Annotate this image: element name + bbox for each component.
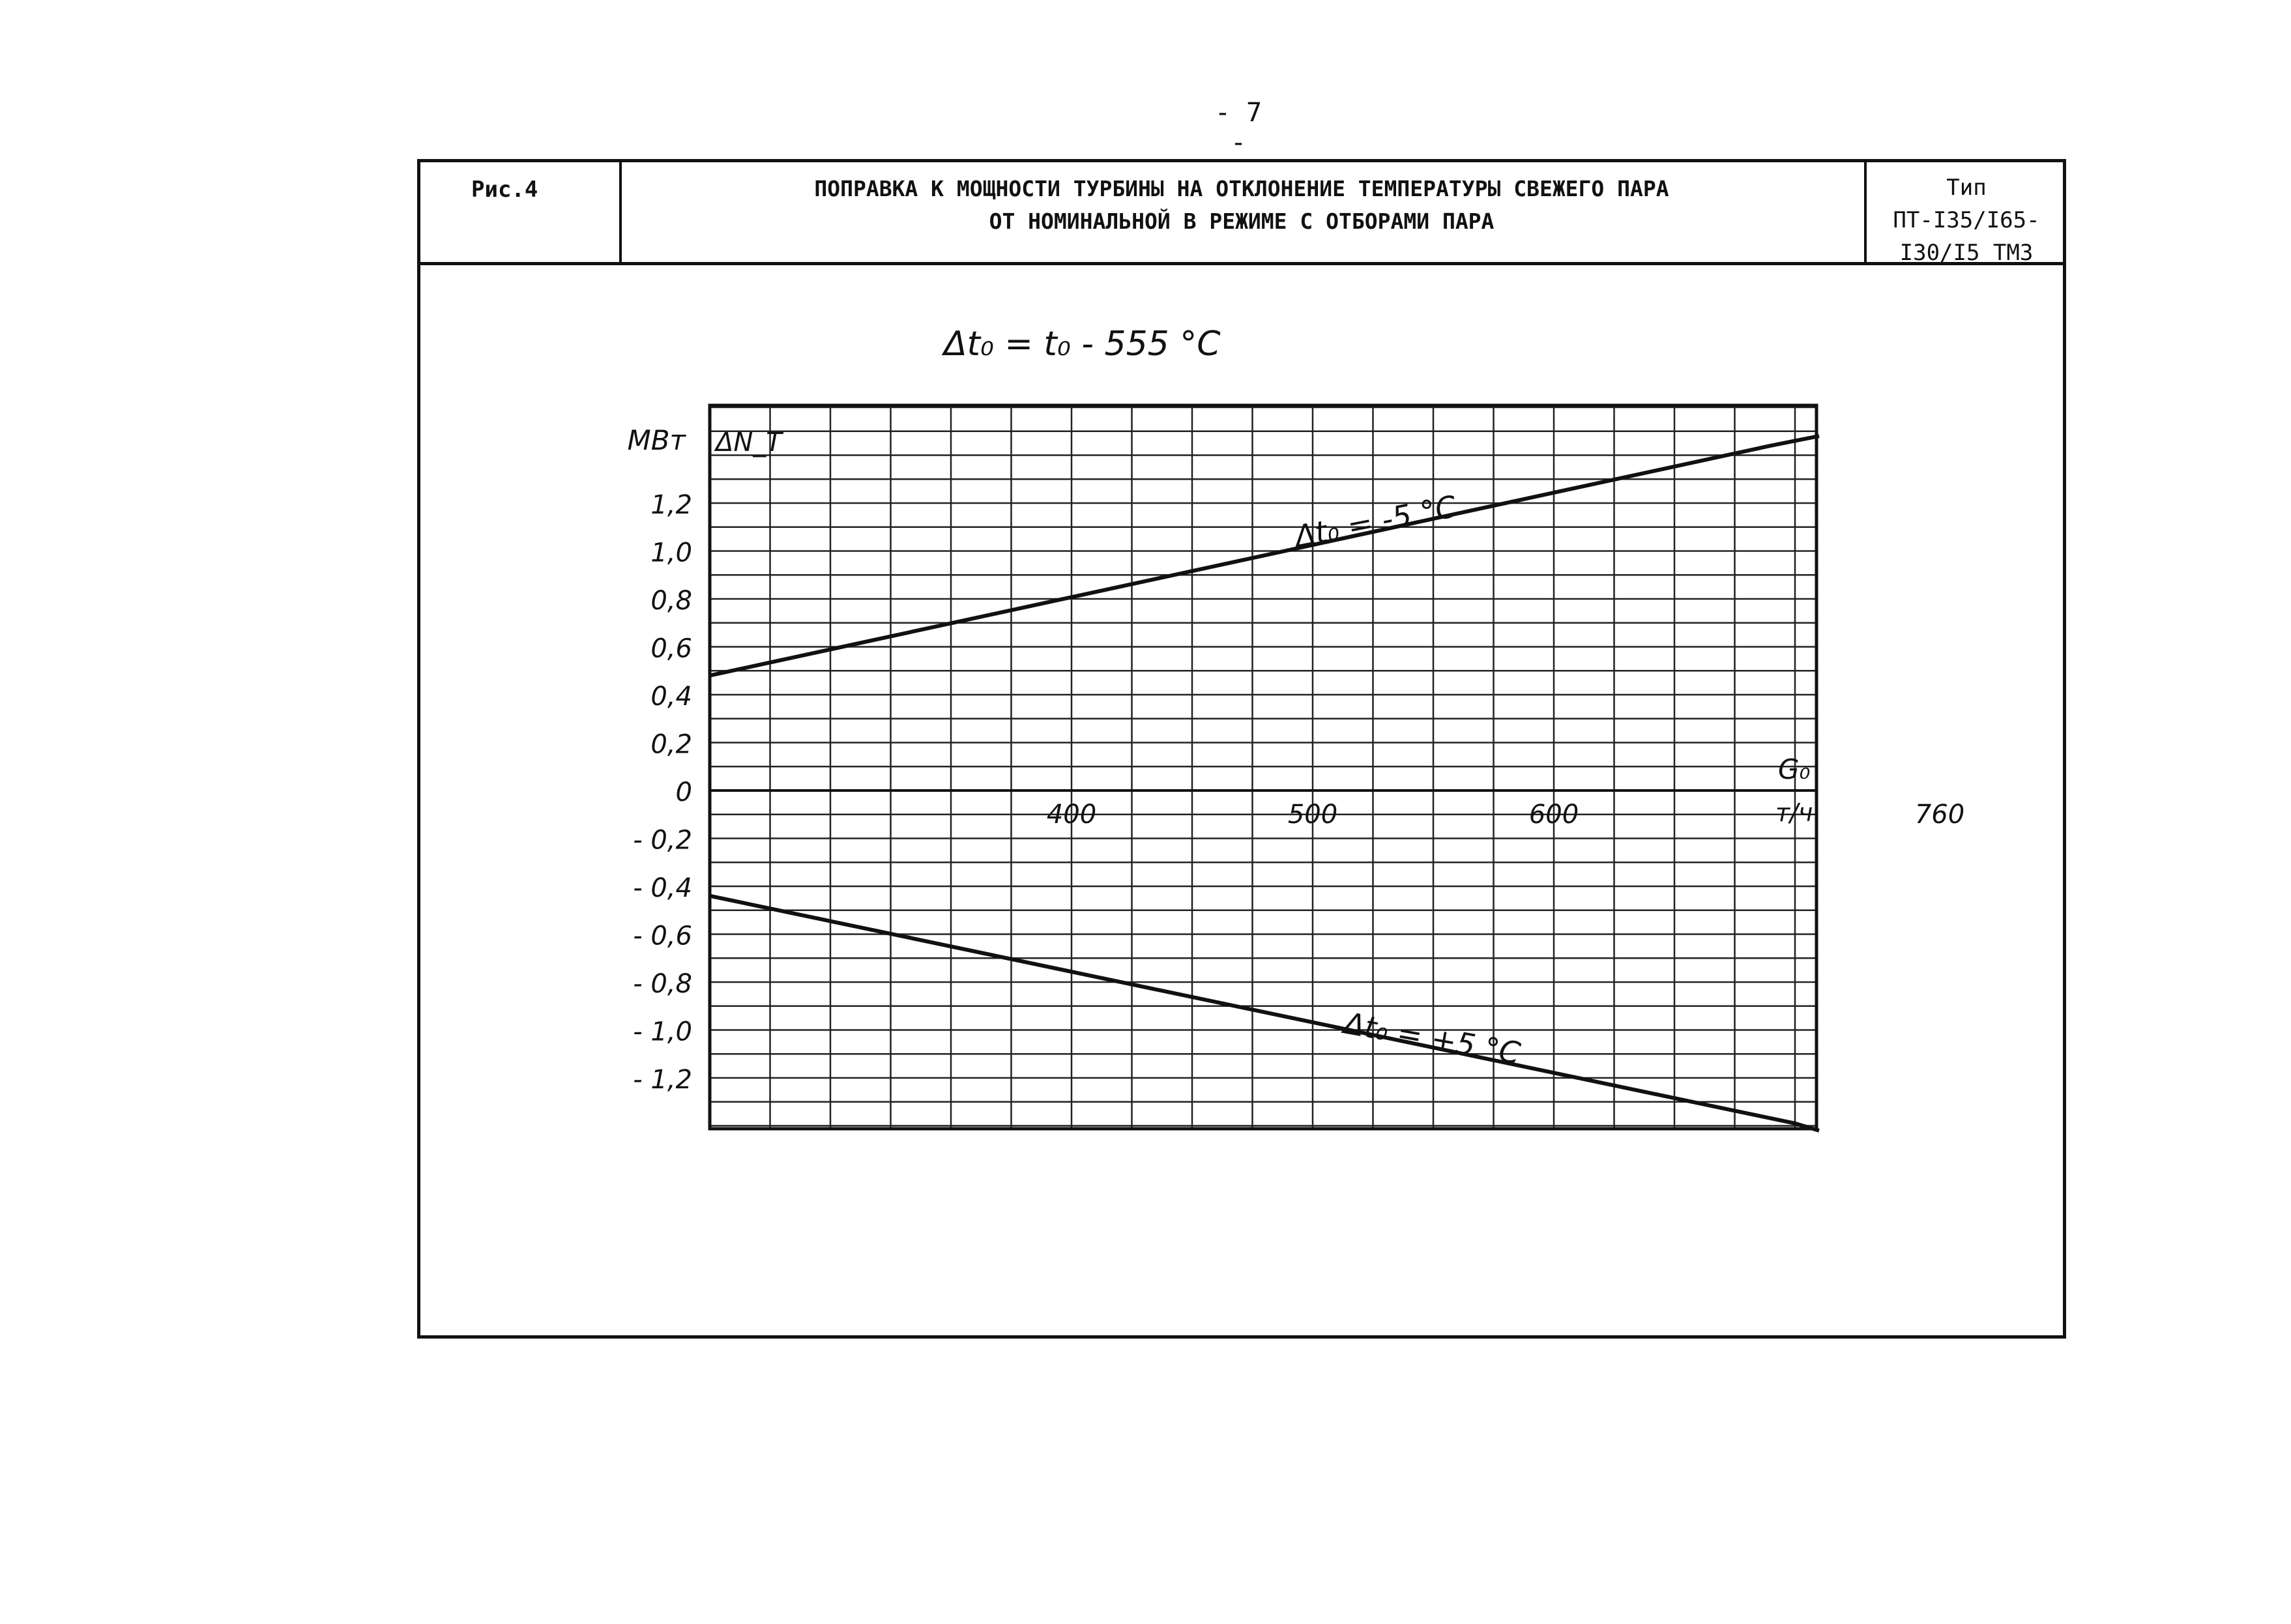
x-unit-label: т/ч <box>1775 798 1813 827</box>
y-tick-label: 0,6 <box>650 633 692 664</box>
series-label: Δt₀ = -5 °C <box>1291 488 1459 555</box>
y-tick-label: 0,8 <box>650 586 692 616</box>
x-axis-label: G₀ <box>1778 753 1811 785</box>
y-tick-label: - 1,0 <box>633 1017 692 1047</box>
x-tick-label: 500 <box>1287 800 1338 830</box>
y-tick-label: 0,4 <box>650 682 692 712</box>
page-number: - 7 - <box>1214 98 1262 158</box>
x-tick-label: 760 <box>1914 800 1965 830</box>
series-line <box>710 436 1819 676</box>
y-unit-label: МВт <box>627 424 686 456</box>
y-tick-label: - 0,4 <box>633 873 692 903</box>
y-axis-label: ΔN_T <box>716 428 782 457</box>
y-tick-label: - 0,8 <box>633 969 692 999</box>
y-tick-label: 0,2 <box>650 729 692 760</box>
series-label: Δt₀ = +5 °C <box>1341 1005 1523 1071</box>
y-tick-label: 1,0 <box>650 538 692 568</box>
turbine-type-line1: Тип <box>1946 175 1987 201</box>
turbine-type-line3: I30/I5 ТМЗ <box>1899 240 2034 266</box>
y-tick-label: 1,2 <box>650 490 692 520</box>
temperature-formula: Δt₀ = t₀ - 555 °C <box>944 325 1221 364</box>
figure-number: Рис.4 <box>471 177 538 203</box>
turbine-type-line2: ПТ-I35/I65- <box>1893 207 2040 233</box>
y-tick-label: 0 <box>675 777 692 807</box>
series-line <box>710 896 1819 1131</box>
y-tick-label: - 0,2 <box>633 825 692 856</box>
x-tick-label: 400 <box>1046 800 1097 830</box>
y-tick-label: - 0,6 <box>633 921 692 951</box>
figure-title-line1: ПОПРАВКА К МОЩНОСТИ ТУРБИНЫ НА ОТКЛОНЕНИЕ ТЕМПЕРАТУРЫ СВЕЖЕГО ПАРА <box>814 176 1669 201</box>
y-tick-label: - 1,2 <box>633 1065 692 1095</box>
figure-title-line2: ОТ НОМИНАЛЬНОЙ В РЕЖИМЕ С ОТБОРАМИ ПАРА <box>989 209 1495 234</box>
x-tick-label: 600 <box>1528 800 1579 830</box>
